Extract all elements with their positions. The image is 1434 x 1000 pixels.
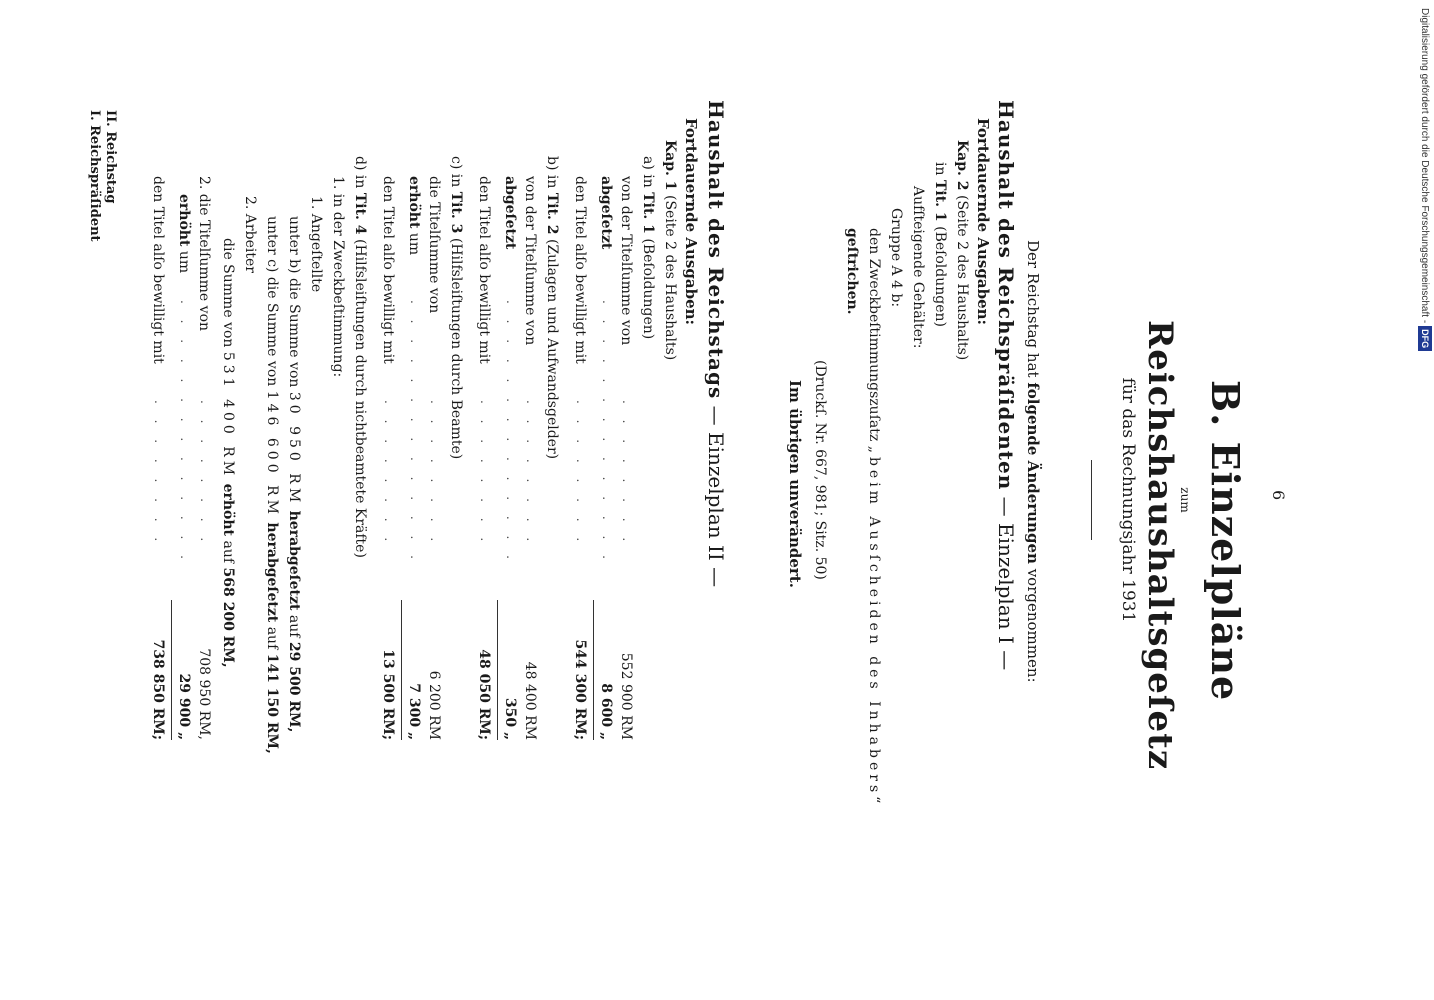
item-a-l3-dots: . . . . . . . . [574,400,588,548]
item-d2-dots: . . . . . . . . [198,400,212,548]
title-sub: Reichshaushaltsgeſetz [1140,320,1180,771]
item-a-note: (Beſoldungen) [640,238,656,340]
item-d1-sub: 1. Angeſtellte [308,196,324,293]
item-a-l2-val: 8 600 „ [598,683,614,740]
item-d2-c-val: 738 850 RM; [150,639,166,740]
item-b-l3-val: 48 050 RM; [476,649,492,740]
item-d2-b-dots: . . . . . . . . . . . . . . [178,300,192,565]
item-d1: 1. in der Zweckbeſtimmung: [330,176,346,378]
item-c-head [448,156,464,459]
item-b-l1-dots: . . . . . . . . [524,400,538,548]
section1-tit-in: in [932,162,948,176]
item-d1-c-auf: auf [264,626,280,650]
section1-line-a: Aufſteigende Gehälter: [910,186,926,349]
item-d1-2-from: 531 400 RM [220,351,236,480]
item-a-l3-val: 544 300 RM; [572,639,588,740]
item-b-tit: Tit. 2 [544,192,560,235]
item-b-l2-val: 350 „ [502,697,518,740]
item-b-l3-dots: . . . . . . . . [478,400,492,548]
item-a-l2: abgeſetzt [598,176,614,250]
section2-plan: — Einzelplan II — [704,405,728,588]
item-d2-c-dots: . . . . . . . . [152,400,166,548]
item-c-l2-post: um [406,232,422,256]
dfg-ribbon-inner [1416,8,1432,392]
title-year: für das Rechnungsjahr 1931 [1118,377,1138,623]
item-a-rule [593,600,594,740]
item-c-l3-dots: . . . . . . . . [382,400,396,548]
item-d-tit: Tit. 4 [352,192,368,235]
item-d1-2-verb: erhöht [220,483,236,537]
section1-line-b: Gruppe A 4 b: [888,208,904,308]
item-a-head [640,156,656,339]
item-c-tit: Tit. 3 [448,191,464,234]
item-c-l2-dots: . . . . . . . . . . . . . . [408,300,422,565]
item-a-l1: von der Titelſumme von [618,176,634,346]
header-line-2: II. Reichstag [103,110,118,204]
item-d-head [352,156,368,558]
item-b-l2: abgeſetzt [502,176,518,250]
section2-heading: Haushalt des Reichstags [704,100,728,400]
title-rule [1091,460,1092,540]
item-c-l1: die Titelſumme von [426,176,442,314]
page-number: 6 [1269,490,1288,501]
item-c-l2 [406,176,422,255]
intro-post: vorgenommen: [1024,568,1042,683]
intro-bold: folgende Änderungen [1024,382,1042,564]
item-d2-b-val: 29 900 „ [176,673,192,740]
item-c-label: c) in [448,156,464,188]
item-b-note: (Zulagen und Aufwandsgelder) [544,238,560,460]
section1-tit-note: (Beſoldungen) [932,226,948,327]
item-d2-c: den Titel alſo bewilligt mit [150,176,166,364]
item-b-rule [497,600,498,740]
item-c-l1-val: 6 200 RM [426,670,442,740]
item-b-l3: den Titel alſo bewilligt mit [476,176,492,364]
section1-kap-line [954,140,970,360]
item-d1-b-to: 29 500 RM, [286,641,302,733]
item-b-head [544,156,560,459]
item-d2-b-post: um [176,250,192,274]
item-d-note: (Hilfsleiſtungen durch nichtbeamtete Kräfte) [352,238,368,558]
item-d1-2-line [220,238,236,668]
item-c-l2-val: 7 300 „ [406,683,422,740]
item-a-l2-dots: . . . . . . . . . . . . . . [600,300,614,565]
section1-tit-line [932,162,948,327]
section1-subheading: Fortdauernde Ausgaben: [974,118,992,326]
item-c-l1-dots: . . . . . . . . [428,400,442,548]
section1-line-c [866,228,882,807]
item-c-l3-val: 13 500 RM; [380,649,396,740]
item-d1-c-to: 141 150 RM, [264,653,280,754]
intro-line [1024,240,1042,683]
header-line-1: I. Reichspräſident [87,110,102,242]
item-a-label: a) in [640,156,656,188]
section1-closing: Im übrigen unverändert. [786,380,804,588]
item-d1-c [264,216,280,754]
item-b-l1: von der Titelſumme von [522,176,538,346]
section1-kap-note: (Seite 2 des Haushalts) [954,194,970,361]
section2-kap: Kap. 1 [662,140,678,191]
item-d1-c-verb: herabgeſetzt [264,522,280,623]
item-a-l1-val: 552 900 RM [618,652,634,740]
section1-heading: Haushalt des Reichspräſidenten [994,100,1018,491]
item-d1-c-from: 146 600 RM [264,390,280,518]
item-d1-2-pre: die Summe von [220,238,236,348]
item-c-l3: den Titel alſo bewilligt mit [380,176,396,364]
item-a-l3: den Titel alſo bewilligt mit [572,176,588,364]
item-d2: 2. die Titelſumme von [196,176,212,332]
item-a-tit: Tit. 1 [640,192,656,234]
item-d2-b [176,194,192,273]
section1-line-c-pre: den Zweckbeſtimmungszuſatz [866,228,882,442]
item-b-l1-val: 48 400 RM [522,661,538,740]
section2-kap-line [662,140,678,360]
section1-line-c-quote: „beim Ausſcheiden des Inhabers“ [866,445,882,808]
section2-heading-line [704,100,728,587]
item-c-l2-verb: erhöht [406,176,422,229]
item-d1-c-pre: unter c) die Summe von [264,216,280,387]
item-c-rule [401,600,402,740]
dfg-ribbon [1416,8,1432,392]
section2-kap-note: (Seite 2 des Haushalts) [662,194,678,361]
item-d-label: d) in [352,156,368,189]
item-d2-b-verb: erhöht [176,194,192,247]
item-d1-2-auf: auf [220,540,236,564]
section1-line-d: geſtrichen. [844,228,860,315]
item-d1-b-verb: herabgeſetzt [286,510,302,611]
section1-kap: Kap. 2 [954,140,970,191]
item-a-l1-dots: . . . . . . . . [620,400,634,548]
item-d1-b-auf: auf [286,614,302,638]
section1-druck: (Druckſ. Nr. 667, 981; Sitz. 50) [812,360,828,580]
item-d1-b-pre: unter b) die Summe von [286,216,302,388]
title-zum: zum [1178,487,1192,513]
item-c-note: (Hilfsleiſtungen durch Beamte) [448,237,464,460]
section1-heading-line [994,100,1018,670]
item-d1-2: 2. Arbeiter [242,196,258,273]
section1-tit: Tit. 1 [932,179,948,222]
intro-pre: Der Reichstag hat [1024,240,1042,378]
item-d1-2-to: 568 200 RM, [220,567,236,668]
dfg-logo: DFG [1418,326,1432,351]
item-d1-b [286,216,302,732]
dfg-ribbon-text: Digitalisierung gefördert durch die Deutsche Forschungsgemeinschaft - [1419,8,1430,324]
item-d2-rule [171,600,172,740]
item-b-l2-dots: . . . . . . . . . . . . . . [504,300,518,565]
title-main: B. Einzelpläne [1203,380,1248,702]
item-d1-b-from: 30 950 RM [286,391,302,507]
section1-plan: — Einzelplan I — [994,496,1018,671]
item-b-label: b) in [544,156,560,189]
item-d2-val: 708 950 RM, [196,648,212,740]
section2-subheading: Fortdauernde Ausgaben: [682,118,700,326]
